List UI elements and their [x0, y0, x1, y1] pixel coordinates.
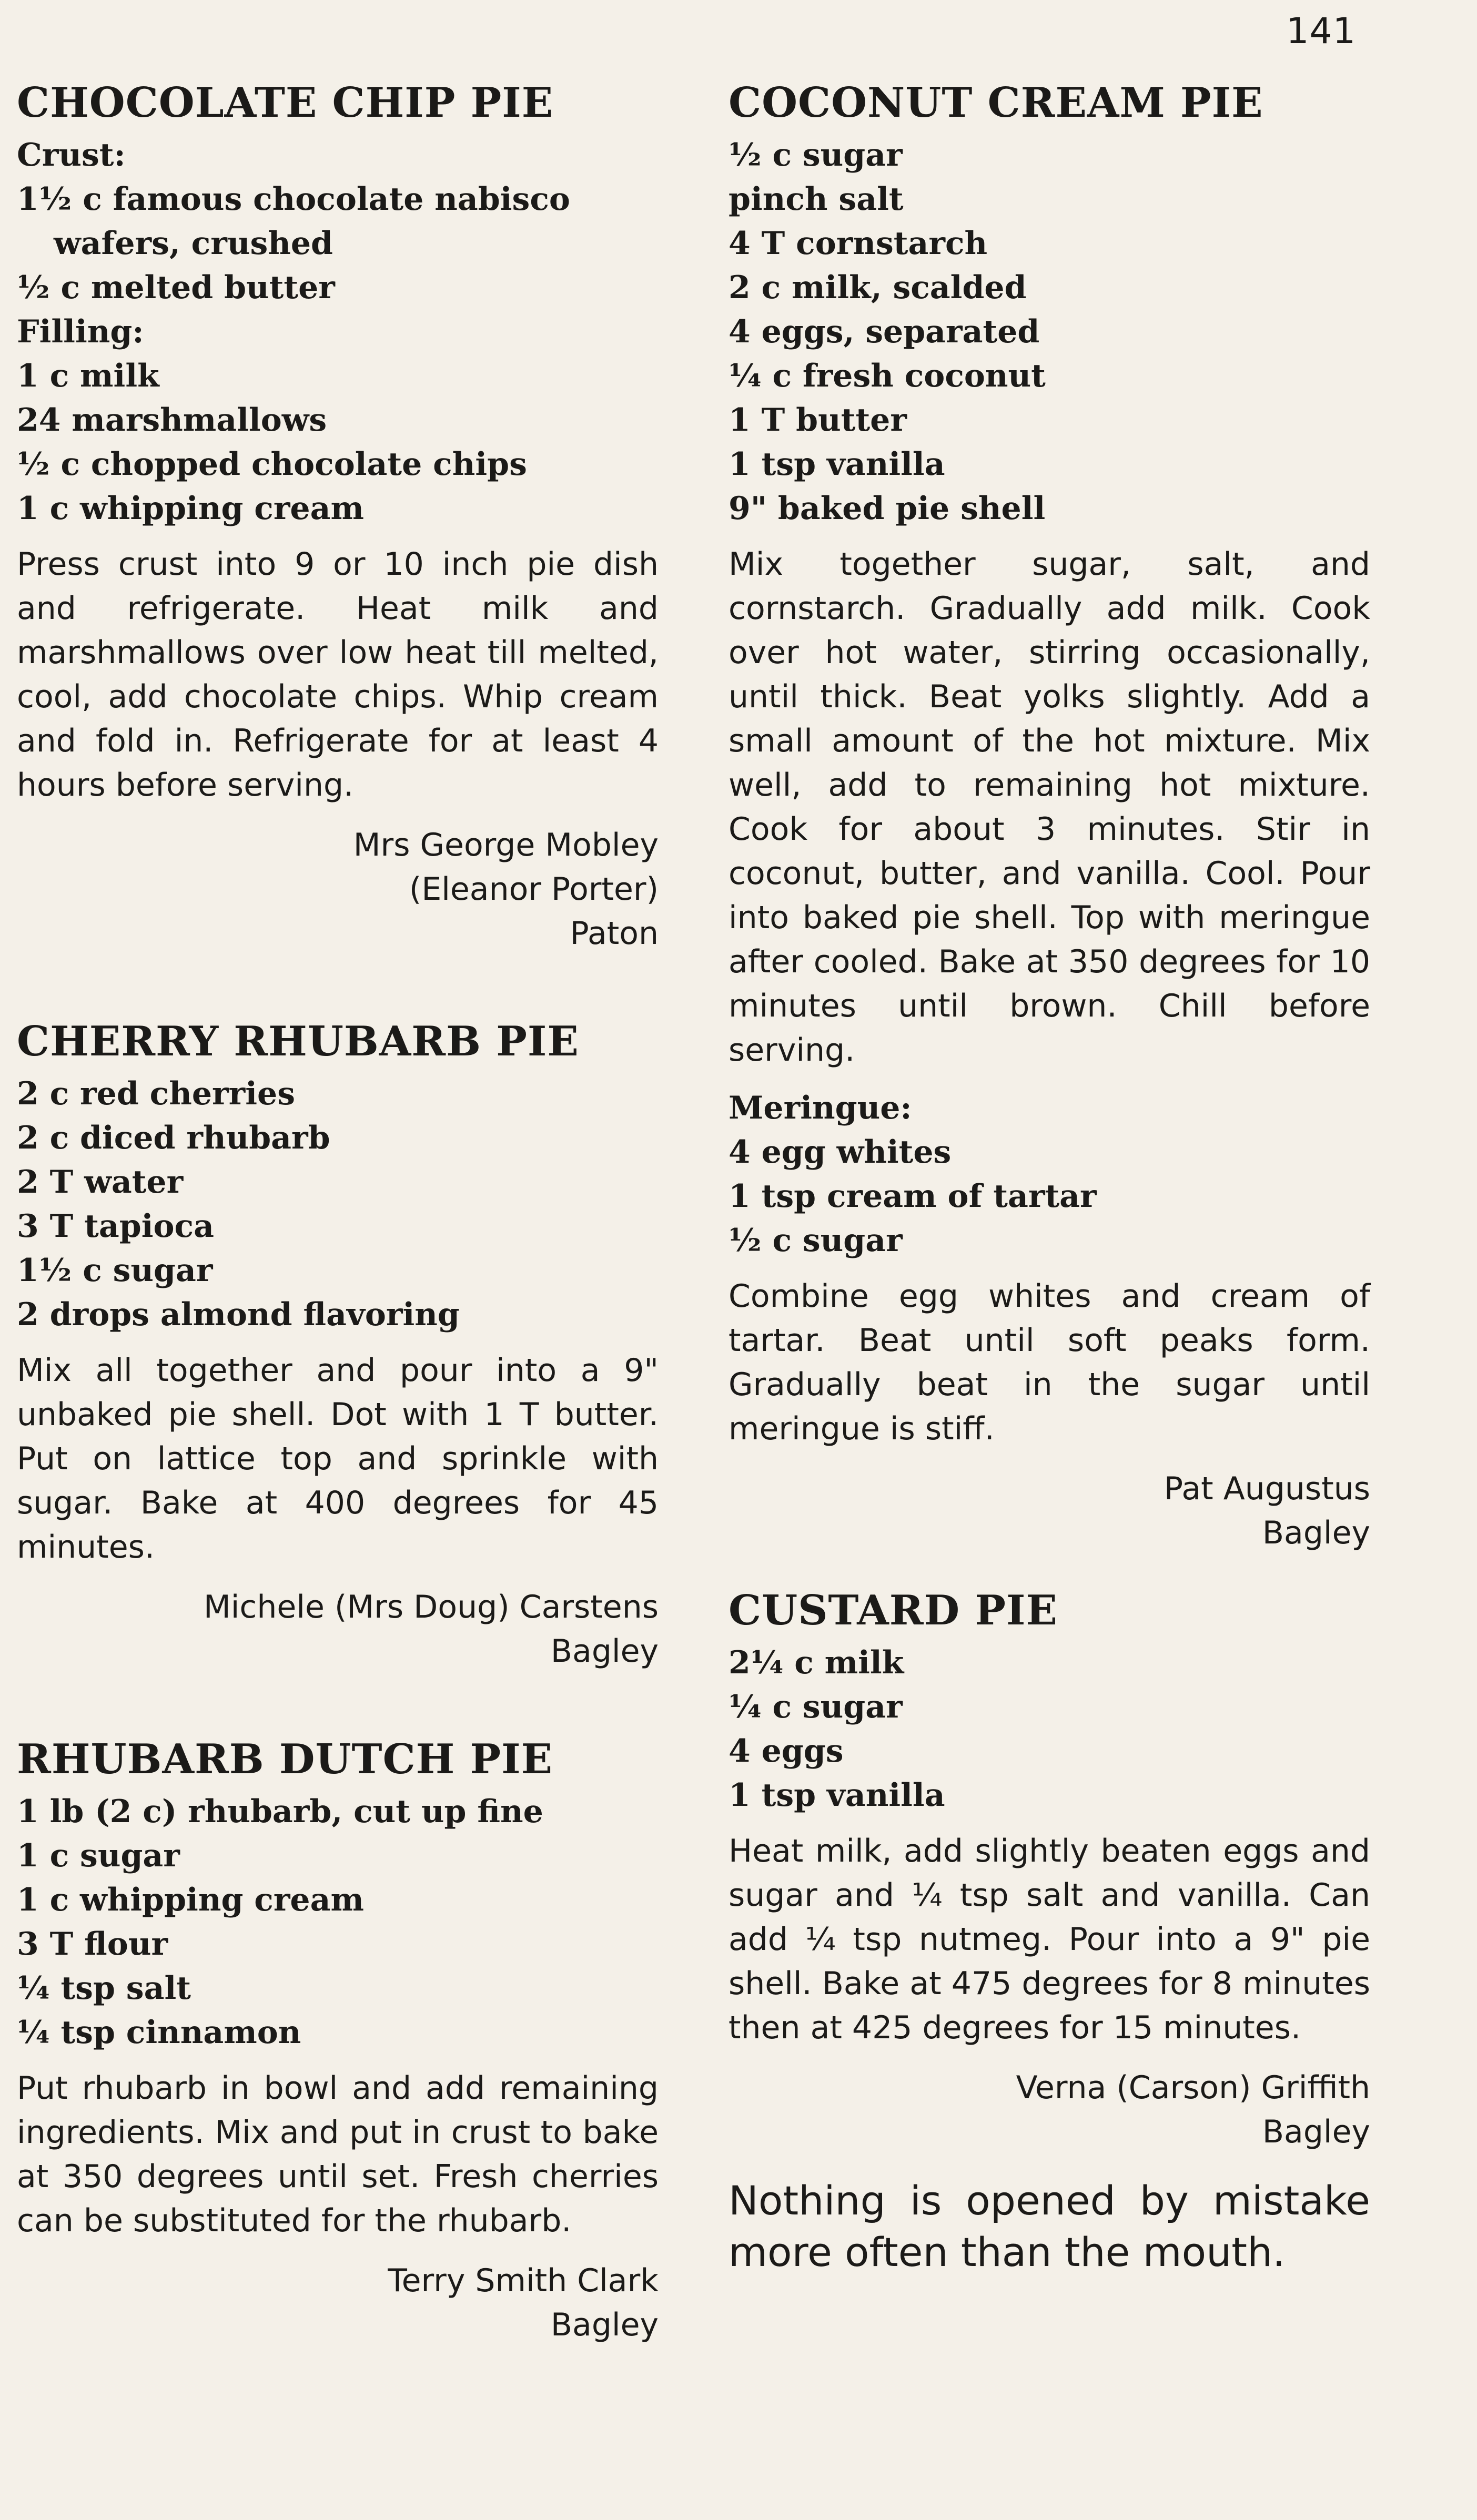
ingredient-item: 1 tsp vanilla: [729, 446, 945, 483]
ingredient-section-label: Filling:: [17, 313, 144, 350]
ingredient-item: ¼ c fresh coconut: [729, 358, 1046, 394]
meringue-heading: Meringue:: [729, 1090, 912, 1126]
ingredient-item: 1 c whipping cream: [17, 490, 364, 527]
ingredient-item: ½ c chopped chocolate chips: [17, 446, 527, 483]
ingredient-item: ¼ c sugar: [729, 1689, 903, 1725]
attribution-line: Paton: [570, 915, 659, 952]
recipe-title: CHOCOLATE CHIP PIE: [17, 79, 554, 127]
ingredient-item: pinch salt: [729, 181, 904, 218]
ingredient-item: 1 T butter: [729, 402, 907, 439]
ingredient-item: 2 c diced rhubarb: [17, 1120, 330, 1156]
recipe-coconut-cream-pie: [729, 79, 1370, 1555]
ingredient-item: 1 c sugar: [17, 1837, 180, 1874]
attribution-line: Bagley: [550, 1633, 659, 1670]
meringue-heading-list: [729, 1086, 1370, 1130]
attribution-line: Pat Augustus: [1164, 1470, 1370, 1507]
ingredient-section-label: Crust:: [17, 137, 126, 174]
recipe-title: CUSTARD PIE: [729, 1587, 1058, 1634]
recipe-directions: Mix together sugar, salt, and cornstarch. Gradually add milk. Cook over hot water, stirring occasionally, until thick. Beat yolks slightly. Add a small amount of the hot mixture. Mix well, add to remaining hot mixture. Cook for about 3 minutes. Stir in coconut, butter, and vanilla. Cool. Pour into baked pie shell. Top with meringue after cooled. Bake at 350 degrees for 10 minutes until brown. Chill before serving.: [729, 546, 1370, 1069]
attribution-line: Bagley: [1262, 1515, 1370, 1551]
recipe-ingredient-list: [17, 1072, 659, 1337]
attribution-line: Verna (Carson) Griffith: [1016, 2069, 1370, 2106]
ingredient-item: 1½ c famous chocolate nabisco wafers, crushed: [17, 181, 570, 262]
attribution-line: Terry Smith Clark: [388, 2262, 659, 2299]
ingredient-item: ¼ tsp cinnamon: [17, 2014, 301, 2051]
recipe-directions: Press crust into 9 or 10 inch pie dish and refrigerate. Heat milk and marshmallows over low heat till melted, cool, add chocolate chips. Whip cream and fold in. Refrigerate for at least 4 hours before serving.: [17, 546, 659, 804]
ingredient-item: 2¼ c milk: [729, 1644, 904, 1681]
recipe-attribution: [729, 2066, 1370, 2154]
ingredient-item: 2 c red cherries: [17, 1075, 295, 1112]
recipe-attribution: [729, 1467, 1370, 1555]
recipe-ingredient-list: [17, 133, 659, 531]
recipe-attribution: [17, 2259, 659, 2347]
recipe-chocolate-chip-pie: [17, 79, 659, 956]
ingredient-item: 2 drops almond flavoring: [17, 1296, 460, 1333]
right-column: [729, 79, 1370, 2318]
recipe-cherry-rhubarb-pie: [17, 1018, 659, 1673]
ingredient-item: 1 tsp cream of tartar: [729, 1178, 1097, 1215]
meringue-ingredient-list: [729, 1130, 1370, 1263]
ingredient-item: 3 T tapioca: [17, 1208, 214, 1245]
ingredient-item: 4 egg whites: [729, 1134, 952, 1171]
attribution-line: Bagley: [1262, 2113, 1370, 2150]
attribution-line: Bagley: [550, 2306, 659, 2343]
ingredient-item: ¼ tsp salt: [17, 1970, 191, 2007]
ingredient-item: ½ c sugar: [729, 1222, 903, 1259]
recipe-rhubarb-dutch-pie: [17, 1735, 659, 2347]
recipe-attribution: [17, 1585, 659, 1673]
ingredient-item: 1 lb (2 c) rhubarb, cut up fine: [17, 1793, 543, 1830]
recipe-directions: Heat milk, add slightly beaten eggs and sugar and ¼ tsp salt and vanilla. Can add ¼ tsp nutmeg. Pour into a 9" pie shell. Bake at 475 degrees for 8 minutes then at 425 degrees for 15 minutes.: [729, 1833, 1370, 2046]
recipe-ingredient-list: [17, 1790, 659, 2055]
page-number: 141: [1286, 11, 1356, 52]
ingredient-item: 2 T water: [17, 1164, 184, 1201]
recipe-ingredient-list: [729, 133, 1370, 531]
ingredient-item: 2 c milk, scalded: [729, 269, 1027, 306]
closing-quote: Nothing is opened by mistake more often than the mouth.: [729, 2177, 1370, 2275]
attribution-line: Michele (Mrs Doug) Carstens: [203, 1589, 659, 1625]
ingredient-item: 1 c milk: [17, 358, 159, 394]
ingredient-item: ½ c sugar: [729, 137, 903, 174]
meringue-directions: Combine egg whites and cream of tartar. Beat until soft peaks form. Gradually beat in the sugar until meringue is stiff.: [729, 1278, 1370, 1447]
recipe-custard-pie: [729, 1587, 1370, 2154]
recipe-directions: Put rhubarb in bowl and add remaining ingredients. Mix and put in crust to bake at 350 degrees until set. Fresh cherries can be substituted for the rhubarb.: [17, 2070, 659, 2239]
recipe-ingredient-list: [729, 1641, 1370, 1817]
ingredient-item: 4 T cornstarch: [729, 225, 988, 262]
ingredient-item: 4 eggs, separated: [729, 313, 1040, 350]
ingredient-item: 9" baked pie shell: [729, 490, 1046, 527]
ingredient-item: 1½ c sugar: [17, 1252, 213, 1289]
recipe-attribution: [17, 823, 659, 956]
ingredient-item: 3 T flour: [17, 1926, 168, 1963]
recipe-directions: Mix all together and pour into a 9" unbaked pie shell. Dot with 1 T butter. Put on lattice top and sprinkle with sugar. Bake at 400 degrees for 45 minutes.: [17, 1352, 659, 1566]
attribution-line: Mrs George Mobley: [353, 827, 659, 863]
ingredient-item: 24 marshmallows: [17, 402, 327, 439]
recipe-title: RHUBARB DUTCH PIE: [17, 1735, 553, 1783]
left-column: [17, 79, 659, 2409]
ingredient-item: 1 tsp vanilla: [729, 1777, 945, 1814]
attribution-line: (Eleanor Porter): [409, 871, 659, 908]
ingredient-item: 1 c whipping cream: [17, 1882, 364, 1918]
recipe-title: COCONUT CREAM PIE: [729, 79, 1263, 127]
recipe-title: CHERRY RHUBARB PIE: [17, 1018, 579, 1065]
ingredient-item: ½ c melted butter: [17, 269, 335, 306]
ingredient-item: 4 eggs: [729, 1733, 844, 1770]
